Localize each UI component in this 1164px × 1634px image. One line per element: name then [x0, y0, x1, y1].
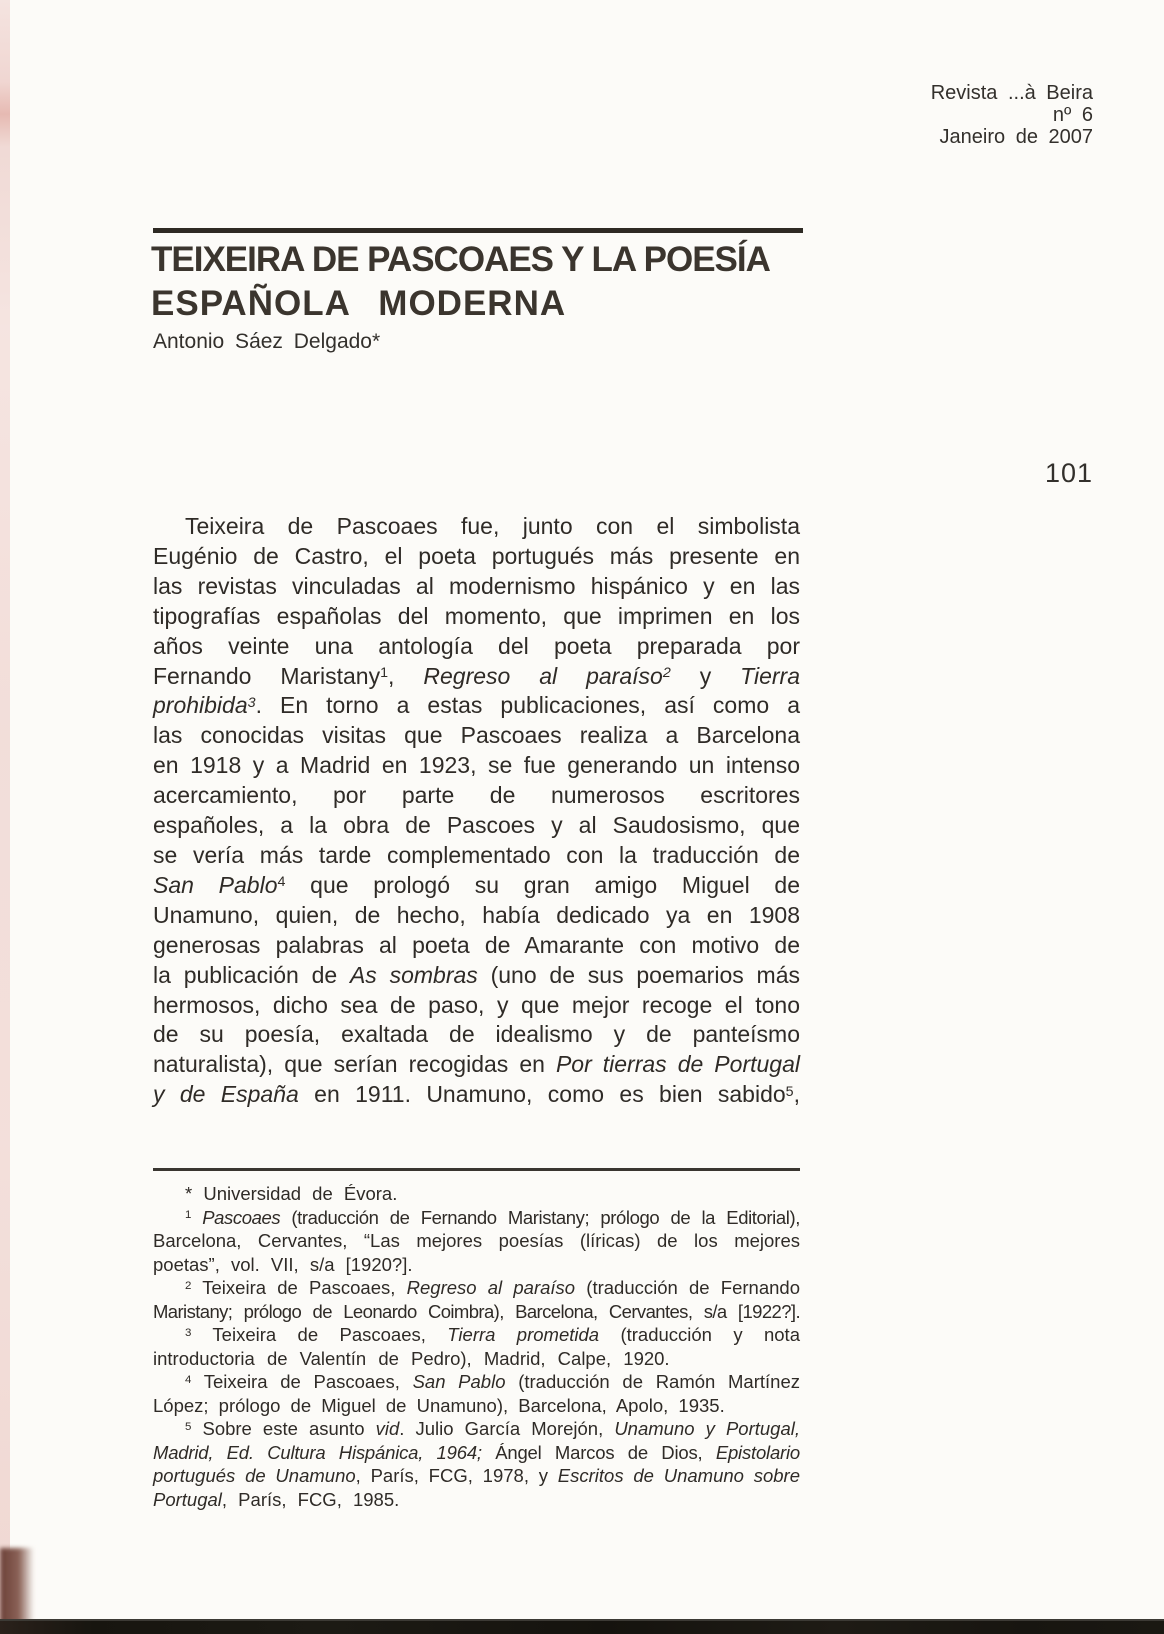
- text-segment: Escritos de Unamuno sobre: [557, 1465, 800, 1486]
- footnote-line: [153, 1441, 800, 1465]
- footnote-marker: 1: [380, 665, 389, 682]
- body-text-line: [153, 1050, 800, 1080]
- body-text-line: [153, 871, 800, 901]
- footnote-line: [153, 1182, 800, 1206]
- body-text-line: [153, 602, 800, 632]
- footnote-line: [153, 1370, 800, 1394]
- footnote-marker: 5: [185, 1420, 192, 1433]
- footnote-line: [153, 1323, 800, 1347]
- body-text-line: [153, 931, 800, 961]
- footnote-line: [153, 1276, 800, 1300]
- text-segment: (traducción de Fernando Maristany; prólogo de la Editorial),: [280, 1206, 800, 1228]
- text-segment: Maristany; prólogo de Leonardo Coimbra), Barcelona, Cervantes, s/a [1922?].: [153, 1300, 800, 1322]
- text-segment: (uno de sus poemarios más: [477, 961, 800, 988]
- text-segment: Eugénio de Castro, el poeta portugués más presente en: [153, 542, 800, 569]
- text-segment: . Julio García Morejón,: [399, 1418, 615, 1439]
- text-segment: Fernando Maristany: [153, 662, 381, 689]
- text-segment: acercamiento, por parte de numerosos escritores: [153, 782, 800, 809]
- title-rule: [153, 228, 803, 233]
- footnote-line: [153, 1229, 800, 1253]
- text-segment: Pascoaes: [202, 1206, 281, 1228]
- footnote-line: [153, 1417, 800, 1441]
- text-segment: Unamuno y Portugal,: [614, 1418, 800, 1439]
- body-text-line: [153, 811, 800, 841]
- footnotes-text: [153, 1182, 800, 1511]
- text-segment: y: [670, 662, 741, 689]
- body-text-line: [153, 991, 800, 1021]
- footnote-line: [153, 1300, 800, 1324]
- text-segment: Sobre este asunto: [191, 1418, 376, 1439]
- text-segment: vid: [375, 1418, 400, 1439]
- text-segment: Madrid, Ed. Cultura Hispánica, 1964;: [153, 1441, 482, 1463]
- text-segment: prohibida: [153, 692, 248, 719]
- text-segment: As sombras: [349, 961, 478, 988]
- footnote-marker: 1: [185, 1209, 191, 1222]
- footnote-marker: 4: [185, 1373, 192, 1386]
- text-segment: Tierra prometida: [447, 1324, 600, 1345]
- text-segment: San Pablo: [153, 871, 278, 898]
- text-segment: en 1918 y a Madrid en 1923, se fue generando un intenso: [153, 752, 800, 779]
- footnote-line: [153, 1464, 800, 1488]
- body-text-line: [153, 1080, 800, 1110]
- journal-date: Janeiro de 2007: [939, 126, 1093, 148]
- page-number: 101: [1044, 458, 1093, 488]
- text-segment: se vería más tarde complementado con la traducción de: [153, 841, 800, 868]
- journal-issue: nº 6: [1052, 104, 1093, 126]
- article-title-line2: ESPAÑOLA MODERNA: [151, 284, 567, 323]
- body-text-line: [153, 961, 800, 991]
- footnote-line: [153, 1347, 800, 1371]
- scan-bottom-edge-artifact: [0, 1619, 1164, 1634]
- text-segment: años veinte una antología del poeta preparada por: [153, 632, 800, 659]
- article-title-line1: TEIXEIRA DE PASCOAES Y LA POESÍA: [151, 240, 770, 279]
- body-text: [153, 512, 800, 1110]
- text-segment: , París, FCG, 1978, y: [355, 1465, 558, 1486]
- body-text-line: [153, 901, 800, 931]
- footnote-marker: 3: [185, 1326, 192, 1339]
- footnote-line: [153, 1253, 800, 1277]
- body-text-line: [153, 542, 800, 572]
- footnote-rule: [153, 1168, 800, 1171]
- footnote-line: [153, 1488, 800, 1512]
- text-segment: , París, FCG, 1985.: [221, 1488, 400, 1510]
- text-segment: Regreso al paraíso: [423, 662, 663, 689]
- footnote-marker: 2: [662, 665, 671, 682]
- text-segment: hermosos, dicho sea de paso, y que mejor recoge el tono: [153, 991, 800, 1018]
- text-segment: ,: [793, 1081, 800, 1108]
- body-text-line: [153, 721, 800, 751]
- text-segment: portugués de Unamuno: [153, 1465, 356, 1486]
- text-segment: las revistas vinculadas al modernismo hispánico y en las: [153, 572, 800, 599]
- text-segment: en 1911. Unamuno, como es bien sabido: [298, 1081, 786, 1108]
- text-segment: López; prólogo de Miguel de Unamuno), Barcelona, Apolo, 1935.: [153, 1394, 725, 1416]
- scan-left-edge-artifact: [0, 0, 10, 1634]
- footnote-line: [153, 1394, 800, 1418]
- footnote-marker: 2: [185, 1279, 192, 1292]
- text-segment: (traducción de Ramón Martínez: [505, 1371, 800, 1392]
- footnote-marker: 4: [277, 874, 286, 891]
- text-segment: Tierra: [740, 662, 800, 689]
- footnote-marker: 5: [785, 1083, 794, 1100]
- text-segment: Teixeira de Pascoaes,: [191, 1371, 413, 1392]
- text-segment: introductoria de Valentín de Pedro), Madrid, Calpe, 1920.: [153, 1347, 670, 1369]
- text-segment: Regreso al paraíso: [406, 1277, 576, 1298]
- body-text-line: [153, 1020, 800, 1050]
- text-segment: que prologó su gran amigo Miguel de: [285, 871, 801, 898]
- journal-header: [931, 82, 1093, 148]
- text-segment: Unamuno, quien, de hecho, había dedicado ya en 1908: [153, 901, 800, 928]
- text-segment: San Pablo: [412, 1371, 506, 1392]
- text-segment: de su poesía, exaltada de idealismo y de panteísmo: [153, 1021, 800, 1048]
- footnote-line: [153, 1206, 800, 1230]
- text-segment: y de España: [153, 1081, 299, 1108]
- article-author: Antonio Sáez Delgado*: [153, 330, 381, 353]
- text-segment: (traducción y nota: [599, 1324, 800, 1345]
- body-text-line: [153, 632, 800, 662]
- body-text-line: [153, 751, 800, 781]
- text-segment: Teixeira de Pascoaes,: [191, 1277, 407, 1298]
- body-text-line: [153, 781, 800, 811]
- footnote-marker: 3: [247, 695, 256, 712]
- body-text-line: [153, 572, 800, 602]
- text-segment: * Universidad de Évora.: [185, 1183, 398, 1204]
- text-segment: Portugal: [153, 1488, 222, 1510]
- text-segment: Por tierras de Portugal: [555, 1051, 800, 1078]
- text-segment: generosas palabras al poeta de Amarante con motivo de: [153, 931, 800, 958]
- text-segment: la publicación de: [153, 961, 350, 988]
- text-segment: españoles, a la obra de Pascoes y al Saudosismo, que: [153, 812, 800, 839]
- text-segment: naturalista), que serían recogidas en: [153, 1051, 556, 1078]
- body-text-line: [153, 841, 800, 871]
- journal-name: Revista ...à Beira: [930, 82, 1093, 104]
- text-segment: ,: [388, 662, 424, 689]
- body-text-line: [153, 662, 800, 692]
- text-segment: Epistolario: [715, 1441, 800, 1463]
- text-segment: Teixeira de Pascoaes,: [191, 1324, 448, 1345]
- text-segment: (traducción de Fernando: [575, 1277, 800, 1298]
- text-segment: Teixeira de Pascoaes fue, junto con el simbolista: [185, 513, 800, 539]
- body-text-line: [153, 512, 800, 542]
- text-segment: las conocidas visitas que Pascoaes realiza a Barcelona: [153, 722, 800, 749]
- text-segment: Barcelona, Cervantes, “Las mejores poesías (líricas) de los mejores: [153, 1230, 800, 1251]
- text-segment: tipografías españolas del momento, que imprimen en los: [153, 602, 800, 629]
- body-text-line: [153, 691, 800, 721]
- text-segment: [191, 1207, 202, 1228]
- text-segment: Ángel Marcos de Dios,: [481, 1441, 716, 1463]
- text-segment: . En torno a estas publicaciones, así como a: [255, 692, 800, 719]
- text-segment: poetas”, vol. VII, s/a [1920?].: [153, 1253, 413, 1275]
